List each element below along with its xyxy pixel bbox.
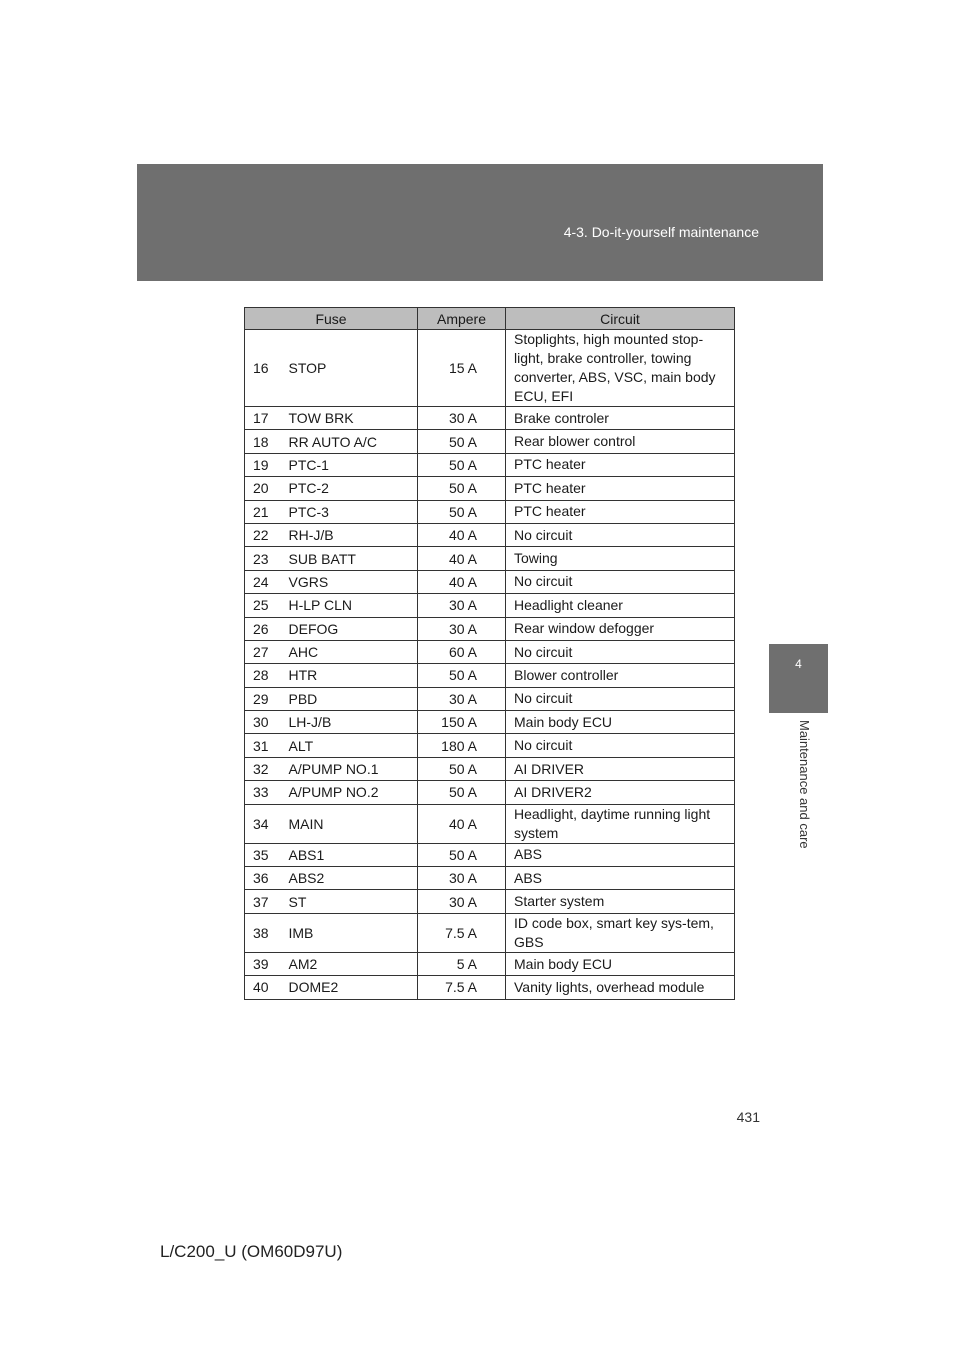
fuse-name: VGRS [281, 570, 418, 593]
fuse-number: 19 [245, 453, 281, 476]
fuse-name: ST [281, 890, 418, 913]
table-row [245, 407, 735, 430]
fuse-circuit: Stoplights, high mounted stop-light, brake controller, towing converter, ABS, VSC, main body ECU, EFI [506, 330, 735, 407]
fuse-ampere: 5 A [418, 952, 506, 975]
page-number: 431 [736, 1109, 760, 1125]
fuse-circuit: Blower controller [506, 664, 735, 687]
fuse-number: 25 [245, 594, 281, 617]
fuse-number: 27 [245, 640, 281, 663]
fuse-number: 33 [245, 781, 281, 804]
fuse-circuit: AI DRIVER [506, 757, 735, 780]
fuse-ampere: 30 A [418, 687, 506, 710]
chapter-tab [769, 644, 828, 713]
fuse-name: STOP [281, 330, 418, 407]
fuse-ampere: 30 A [418, 890, 506, 913]
fuse-name: IMB [281, 913, 418, 952]
table-row [245, 804, 735, 843]
table-row [245, 890, 735, 913]
table-row [245, 640, 735, 663]
table-row [245, 477, 735, 500]
fuse-number: 23 [245, 547, 281, 570]
fuse-name: LH-J/B [281, 711, 418, 734]
fuse-circuit: Rear window defogger [506, 617, 735, 640]
fuse-number: 32 [245, 757, 281, 780]
fuse-name: DOME2 [281, 976, 418, 999]
fuse-name: H-LP CLN [281, 594, 418, 617]
fuse-number: 30 [245, 711, 281, 734]
fuse-name: DEFOG [281, 617, 418, 640]
fuse-name: RH-J/B [281, 523, 418, 546]
fuse-ampere: 50 A [418, 664, 506, 687]
fuse-name: AHC [281, 640, 418, 663]
table-body [245, 330, 735, 1000]
fuse-name: PTC-1 [281, 453, 418, 476]
fuse-number: 34 [245, 804, 281, 843]
fuse-number: 40 [245, 976, 281, 999]
table-row [245, 843, 735, 866]
fuse-circuit: Brake controler [506, 407, 735, 430]
fuse-name: ALT [281, 734, 418, 757]
fuse-circuit: Headlight cleaner [506, 594, 735, 617]
fuse-name: MAIN [281, 804, 418, 843]
table-header-row [245, 308, 735, 330]
fuse-number: 17 [245, 407, 281, 430]
table-row [245, 664, 735, 687]
fuse-ampere: 50 A [418, 781, 506, 804]
fuse-ampere: 7.5 A [418, 913, 506, 952]
fuse-ampere: 30 A [418, 867, 506, 890]
fuse-number: 35 [245, 843, 281, 866]
fuse-circuit: Main body ECU [506, 952, 735, 975]
fuse-ampere: 50 A [418, 500, 506, 523]
table-row [245, 952, 735, 975]
fuse-ampere: 150 A [418, 711, 506, 734]
table-row [245, 430, 735, 453]
fuse-name: AM2 [281, 952, 418, 975]
fuse-number: 26 [245, 617, 281, 640]
table-row [245, 330, 735, 407]
fuse-number: 16 [245, 330, 281, 407]
fuse-number: 22 [245, 523, 281, 546]
table-row [245, 547, 735, 570]
fuse-ampere: 30 A [418, 407, 506, 430]
fuse-name: PTC-3 [281, 500, 418, 523]
fuse-ampere: 50 A [418, 453, 506, 476]
fuse-ampere: 30 A [418, 617, 506, 640]
table-row [245, 500, 735, 523]
footer-code: L/C200_U (OM60D97U) [160, 1242, 343, 1261]
fuse-ampere: 50 A [418, 757, 506, 780]
chapter-label: Maintenance and care [797, 720, 812, 849]
fuse-name: ABS2 [281, 867, 418, 890]
fuse-number: 39 [245, 952, 281, 975]
fuse-ampere: 40 A [418, 523, 506, 546]
fuse-ampere: 50 A [418, 843, 506, 866]
fuse-circuit: PTC heater [506, 477, 735, 500]
fuse-circuit: ABS [506, 867, 735, 890]
fuse-name: A/PUMP NO.1 [281, 757, 418, 780]
fuse-circuit: No circuit [506, 640, 735, 663]
fuse-name: SUB BATT [281, 547, 418, 570]
section-title: 4-3. Do-it-yourself maintenance [563, 224, 759, 240]
fuse-circuit: Rear blower control [506, 430, 735, 453]
table-row [245, 687, 735, 710]
chapter-number: 4 [795, 657, 802, 671]
fuse-circuit: ID code box, smart key sys-tem, GBS [506, 913, 735, 952]
fuse-circuit: Vanity lights, overhead module [506, 976, 735, 999]
fuse-ampere: 40 A [418, 804, 506, 843]
fuse-name: TOW BRK [281, 407, 418, 430]
fuse-number: 38 [245, 913, 281, 952]
fuse-number: 29 [245, 687, 281, 710]
fuse-circuit: PTC heater [506, 453, 735, 476]
table-row [245, 976, 735, 999]
fuse-ampere: 15 A [418, 330, 506, 407]
fuse-ampere: 40 A [418, 570, 506, 593]
fuse-number: 37 [245, 890, 281, 913]
fuse-number: 36 [245, 867, 281, 890]
table-row [245, 913, 735, 952]
fuse-name: PTC-2 [281, 477, 418, 500]
fuse-number: 31 [245, 734, 281, 757]
fuse-number: 18 [245, 430, 281, 453]
table-row [245, 617, 735, 640]
fuse-ampere: 40 A [418, 547, 506, 570]
table-row [245, 711, 735, 734]
table-row [245, 734, 735, 757]
fuse-number: 21 [245, 500, 281, 523]
header-circuit: Circuit [506, 308, 735, 330]
fuse-name: A/PUMP NO.2 [281, 781, 418, 804]
fuse-number: 20 [245, 477, 281, 500]
fuse-circuit: Headlight, daytime running light system [506, 804, 735, 843]
fuse-name: HTR [281, 664, 418, 687]
fuse-ampere: 180 A [418, 734, 506, 757]
header-fuse: Fuse [245, 308, 418, 330]
fuse-circuit: No circuit [506, 570, 735, 593]
fuse-table [244, 307, 735, 1000]
fuse-circuit: No circuit [506, 687, 735, 710]
fuse-name: ABS1 [281, 843, 418, 866]
fuse-circuit: ABS [506, 843, 735, 866]
table-row [245, 523, 735, 546]
fuse-circuit: Towing [506, 547, 735, 570]
fuse-circuit: PTC heater [506, 500, 735, 523]
header-band [137, 164, 823, 281]
fuse-number: 28 [245, 664, 281, 687]
table-row [245, 594, 735, 617]
table-row [245, 757, 735, 780]
fuse-circuit: No circuit [506, 734, 735, 757]
fuse-circuit: Starter system [506, 890, 735, 913]
fuse-number: 24 [245, 570, 281, 593]
table-row [245, 781, 735, 804]
fuse-circuit: No circuit [506, 523, 735, 546]
fuse-ampere: 50 A [418, 477, 506, 500]
table-row [245, 570, 735, 593]
fuse-ampere: 60 A [418, 640, 506, 663]
fuse-circuit: AI DRIVER2 [506, 781, 735, 804]
fuse-name: PBD [281, 687, 418, 710]
fuse-name: RR AUTO A/C [281, 430, 418, 453]
fuse-ampere: 30 A [418, 594, 506, 617]
fuse-ampere: 50 A [418, 430, 506, 453]
header-ampere: Ampere [418, 308, 506, 330]
fuse-ampere: 7.5 A [418, 976, 506, 999]
table-row [245, 867, 735, 890]
table-row [245, 453, 735, 476]
fuse-circuit: Main body ECU [506, 711, 735, 734]
